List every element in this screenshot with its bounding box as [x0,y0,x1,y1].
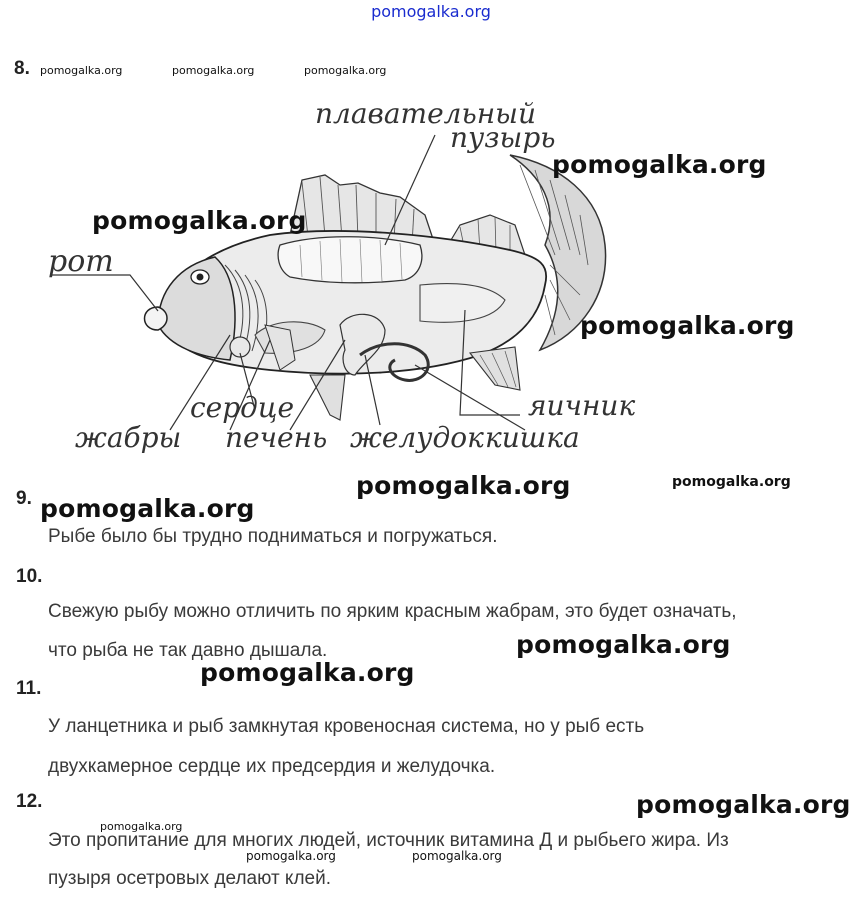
label-intestine: кишка [485,421,580,454]
question-number-10: 10. [16,566,43,587]
answer-12-line-2: пузыря осетровых делают клей. [48,868,332,889]
watermark-small: pomogalka.org [246,849,336,863]
watermark-large: pomogalka.org [92,206,307,235]
question-number-11: 11. [16,678,42,699]
label-swim-bladder-2: пузырь [450,121,556,154]
question-number-8: 8. [14,58,30,79]
watermark-large: pomogalka.org [40,494,255,523]
pelvic-fin [310,375,345,420]
watermark-small: pomogalka.org [172,64,255,77]
label-gills: жабры [75,421,182,454]
label-swim-bladder-1: плавательный [315,97,537,130]
answer-10-line-2: что рыба не так давно дышала. [48,640,328,661]
watermark-top[interactable]: pomogalka.org [371,2,491,21]
watermark-small: pomogalka.org [672,474,791,490]
label-stomach: желудок [350,421,484,454]
fish-anatomy-figure [40,85,660,470]
label-ovary: яичник [528,389,636,422]
answer-9-line-1: Рыбе было бы трудно подниматься и погружаться. [48,526,498,547]
fish-mouth [145,307,168,330]
watermark-small: pomogalka.org [100,820,183,833]
label-heart: сердце [190,391,295,424]
anal-fin [470,347,520,390]
watermark-large: pomogalka.org [516,630,731,659]
watermark-small: pomogalka.org [304,64,387,77]
answer-11-line-1: У ланцетника и рыб замкнутая кровеносная система, но у рыб есть [48,716,645,737]
watermark-small: pomogalka.org [412,849,502,863]
answer-12-line-1: Это пропитание для многих людей, источник витамина Д и рыбьего жира. Из [48,830,729,851]
watermark-large: pomogalka.org [580,311,795,340]
question-number-9: 9. [16,488,32,509]
question-number-12: 12. [16,791,43,812]
watermark-large: pomogalka.org [356,471,571,500]
watermark-large: pomogalka.org [636,790,851,819]
label-mouth: рот [48,244,114,279]
watermark-small: pomogalka.org [40,64,123,77]
watermark-large: pomogalka.org [552,150,767,179]
label-liver: печень [225,421,328,454]
answer-10-line-1: Свежую рыбу можно отличить по ярким красным жабрам, это будет означать, [48,601,737,622]
answer-11-line-2: двухкамерное сердце их предсердия и желудочка. [48,756,496,777]
watermark-large: pomogalka.org [200,658,415,687]
